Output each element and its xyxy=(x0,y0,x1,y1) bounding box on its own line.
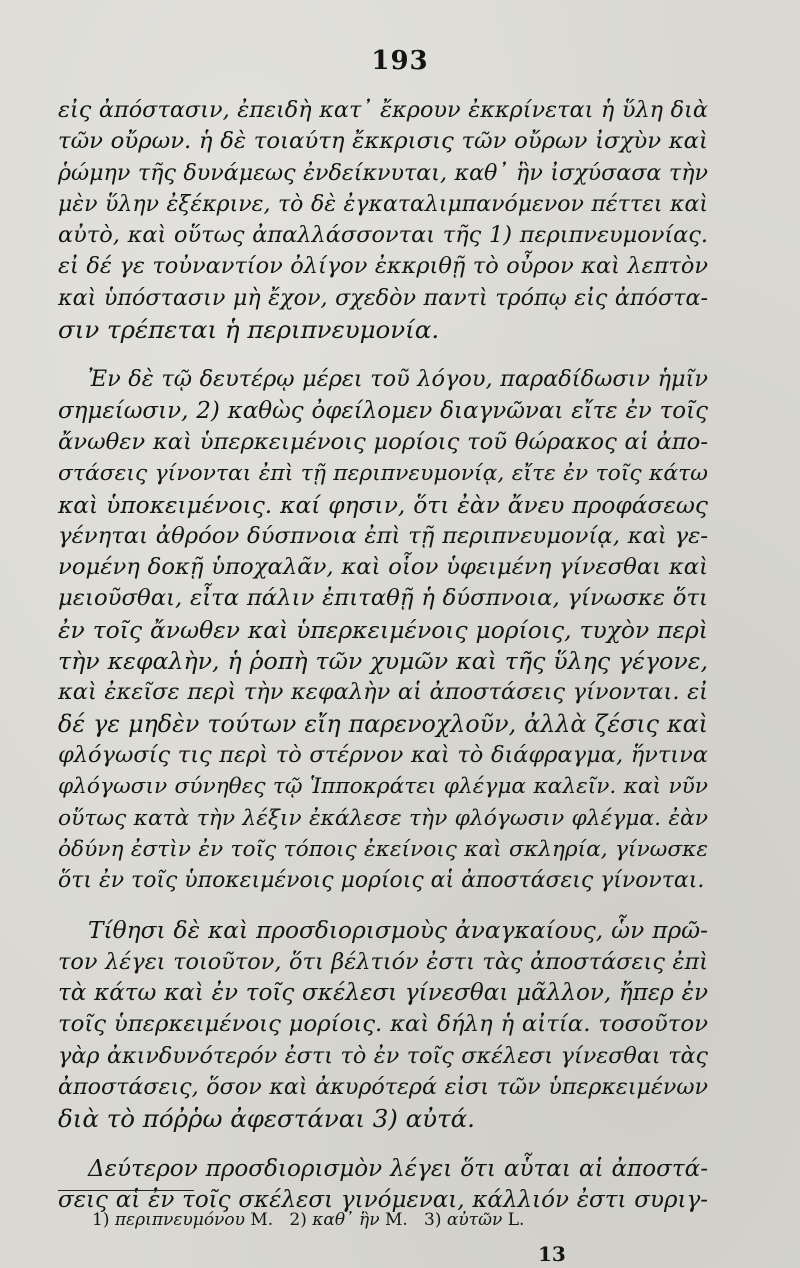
text-line: ὀδύνη ἐστὶν ἐν τοῖς τόποις ἐκείνοις καὶ σκληρία, γίνωσκε xyxy=(58,836,708,862)
text-line: σιν τρέπεται ἡ περιπνευμονία. xyxy=(58,315,440,345)
footnote-1-number: 1) xyxy=(92,1210,110,1230)
text-line: σεις αἱ ἐν τοῖς σκέλεσι γινόμεναι, κάλλιόν ἐστι συριγ- xyxy=(58,1186,708,1213)
page-number: 193 xyxy=(371,46,429,76)
text-line: τὴν κεφαλὴν, ἡ ῥοπὴ τῶν χυμῶν καὶ τῆς ὕλης γέγονε, xyxy=(58,647,708,676)
paragraph-gap xyxy=(58,896,708,915)
text-line: ὅτι ἐν τοῖς ὑποκειμένοις μορίοις αἱ ἀποστάσεις γίνονται. xyxy=(58,868,705,894)
footnote-3-word: αὐτῶν xyxy=(446,1210,503,1230)
footnote-1-source: M. xyxy=(250,1210,274,1230)
footnote-rule xyxy=(58,1190,194,1191)
body-text xyxy=(58,95,708,1216)
footnote-2-word: καθ᾽ ἣν xyxy=(312,1210,380,1230)
text-line: Ἐν δὲ τῷ δευτέρῳ μέρει τοῦ λόγου, παραδίδωσιν ἡμῖν xyxy=(88,366,708,393)
text-line: διὰ τὸ πόῤῥω ἀφεστάναι 3) αὐτά. xyxy=(58,1104,475,1134)
paragraph-2 xyxy=(58,364,708,896)
paragraph-gap xyxy=(58,345,708,364)
text-line: γὰρ ἀκινδυνότερόν ἐστι τὸ ἐν τοῖς σκέλεσι γίνεσθαι τὰς xyxy=(58,1042,708,1069)
paragraph-4 xyxy=(58,1154,708,1217)
footnotes xyxy=(92,1208,524,1232)
text-line: μειοῦσθαι, εἶτα πάλιν ἐπιταθῇ ἡ δύσπνοια, γίνωσκε ὅτι xyxy=(58,585,708,612)
text-line: καὶ ὑποκειμένοις. καί φησιν, ὅτι ἐὰν ἄνευ προφάσεως xyxy=(58,490,708,519)
footnote-3-source: L. xyxy=(507,1210,525,1230)
footnote-3-number: 3) xyxy=(424,1210,442,1230)
text-line: στάσεις γίνονται ἐπὶ τῇ περιπνευμονίᾳ, εἴτε ἐν τοῖς κάτω xyxy=(58,461,708,487)
text-line: σημείωσιν, 2) καθὼς ὀφείλομεν διαγνῶναι εἴτε ἐν τοῖς xyxy=(58,397,708,424)
text-line: Τίθησι δὲ καὶ προσδιορισμοὺς ἀναγκαίους, ὧν πρῶ- xyxy=(88,917,708,945)
paragraph-3 xyxy=(58,915,708,1134)
text-line: ἀποστάσεις, ὅσον καὶ ἀκυρότερά εἰσι τῶν ὑπερκειμένων xyxy=(58,1073,708,1100)
footnote-1-word: περιπνευμόνου xyxy=(114,1210,245,1230)
text-line: ῥώμην τῆς δυνάμεως ἐνδείκνυται, καθ᾽ ἣν ἰσχύσασα τὴν xyxy=(58,159,708,186)
footnote-2-number: 2) xyxy=(289,1210,307,1230)
text-line: Δεύτερον προσδιορισμὸν λέγει ὅτι αὗται αἱ ἀποστά- xyxy=(88,1155,708,1182)
text-line: καὶ ἐκεῖσε περὶ τὴν κεφαλὴν αἱ ἀποστάσεις γίνονται. εἰ xyxy=(58,679,708,706)
text-line: οὕτως κατὰ τὴν λέξιν ἐκάλεσε τὴν φλόγωσιν φλέγμα. ἐὰν xyxy=(58,805,708,831)
text-line: νομένη δοκῇ ὑποχαλᾶν, καὶ οἷον ὑφειμένη γίνεσθαι καὶ xyxy=(58,554,708,581)
text-line: καὶ ὑπόστασιν μὴ ἔχον, σχεδὸν παντὶ τρόπῳ εἰς ἀπόστα- xyxy=(58,284,708,311)
text-line: τὰ κάτω καὶ ἐν τοῖς σκέλεσι γίνεσθαι μᾶλλον, ἤπερ ἐν xyxy=(58,980,708,1007)
text-line: γένηται ἀθρόον δύσπνοια ἐπὶ τῇ περιπνευμονίᾳ, καὶ γε- xyxy=(58,522,708,549)
text-line: δέ γε μηδὲν τούτων εἴη παρενοχλοῦν, ἀλλὰ ζέσις καὶ xyxy=(58,709,708,738)
paragraph-gap xyxy=(58,1135,708,1154)
text-line: ἄνωθεν καὶ ὑπερκειμένοις μορίοις τοῦ θώρακος αἱ ἀπο- xyxy=(58,428,708,455)
text-line: εἰς ἀπόστασιν, ἐπειδὴ κατ᾽ ἔκρουν ἐκκρίνεται ἡ ὕλη διὰ xyxy=(58,97,708,123)
footnote-2-source: M. xyxy=(384,1210,408,1230)
text-line: τοῖς ὑπερκειμένοις μορίοις. καὶ δήλη ἡ αἰτία. τοσοῦτον xyxy=(58,1011,708,1038)
text-line: φλόγωσίς τις περὶ τὸ στέρνον καὶ τὸ διάφραγμα, ἥντινα xyxy=(58,741,708,768)
text-line: ἐν τοῖς ἄνωθεν καὶ ὑπερκειμένοις μορίοις, τυχὸν περὶ xyxy=(58,615,708,644)
paragraph-1 xyxy=(58,95,708,345)
text-line: μὲν ὕλην ἐξέκρινε, τὸ δὲ ἐγκαταλιμπανόμενον πέττει καὶ xyxy=(58,191,708,217)
text-line: τον λέγει τοιοῦτον, ὅτι βέλτιόν ἐστι τὰς ἀποστάσεις ἐπὶ xyxy=(58,948,708,975)
text-line: τῶν οὔρων. ἡ δὲ τοιαύτη ἔκκρισις τῶν οὔρων ἰσχὺν καὶ xyxy=(58,128,708,155)
text-line: φλόγωσιν σύνηθες τῷ Ἱπποκράτει φλέγμα καλεῖν. καὶ νῦν xyxy=(58,774,708,800)
signature-mark: 13 xyxy=(538,1242,566,1266)
text-line: αὐτὸ, καὶ οὕτως ἀπαλλάσσονται τῆς 1) περιπνευμονίας. xyxy=(58,222,708,249)
text-line: εἰ δέ γε τοὐναντίον ὀλίγον ἐκκριθῇ τὸ οὖρον καὶ λεπτὸν xyxy=(58,253,708,280)
